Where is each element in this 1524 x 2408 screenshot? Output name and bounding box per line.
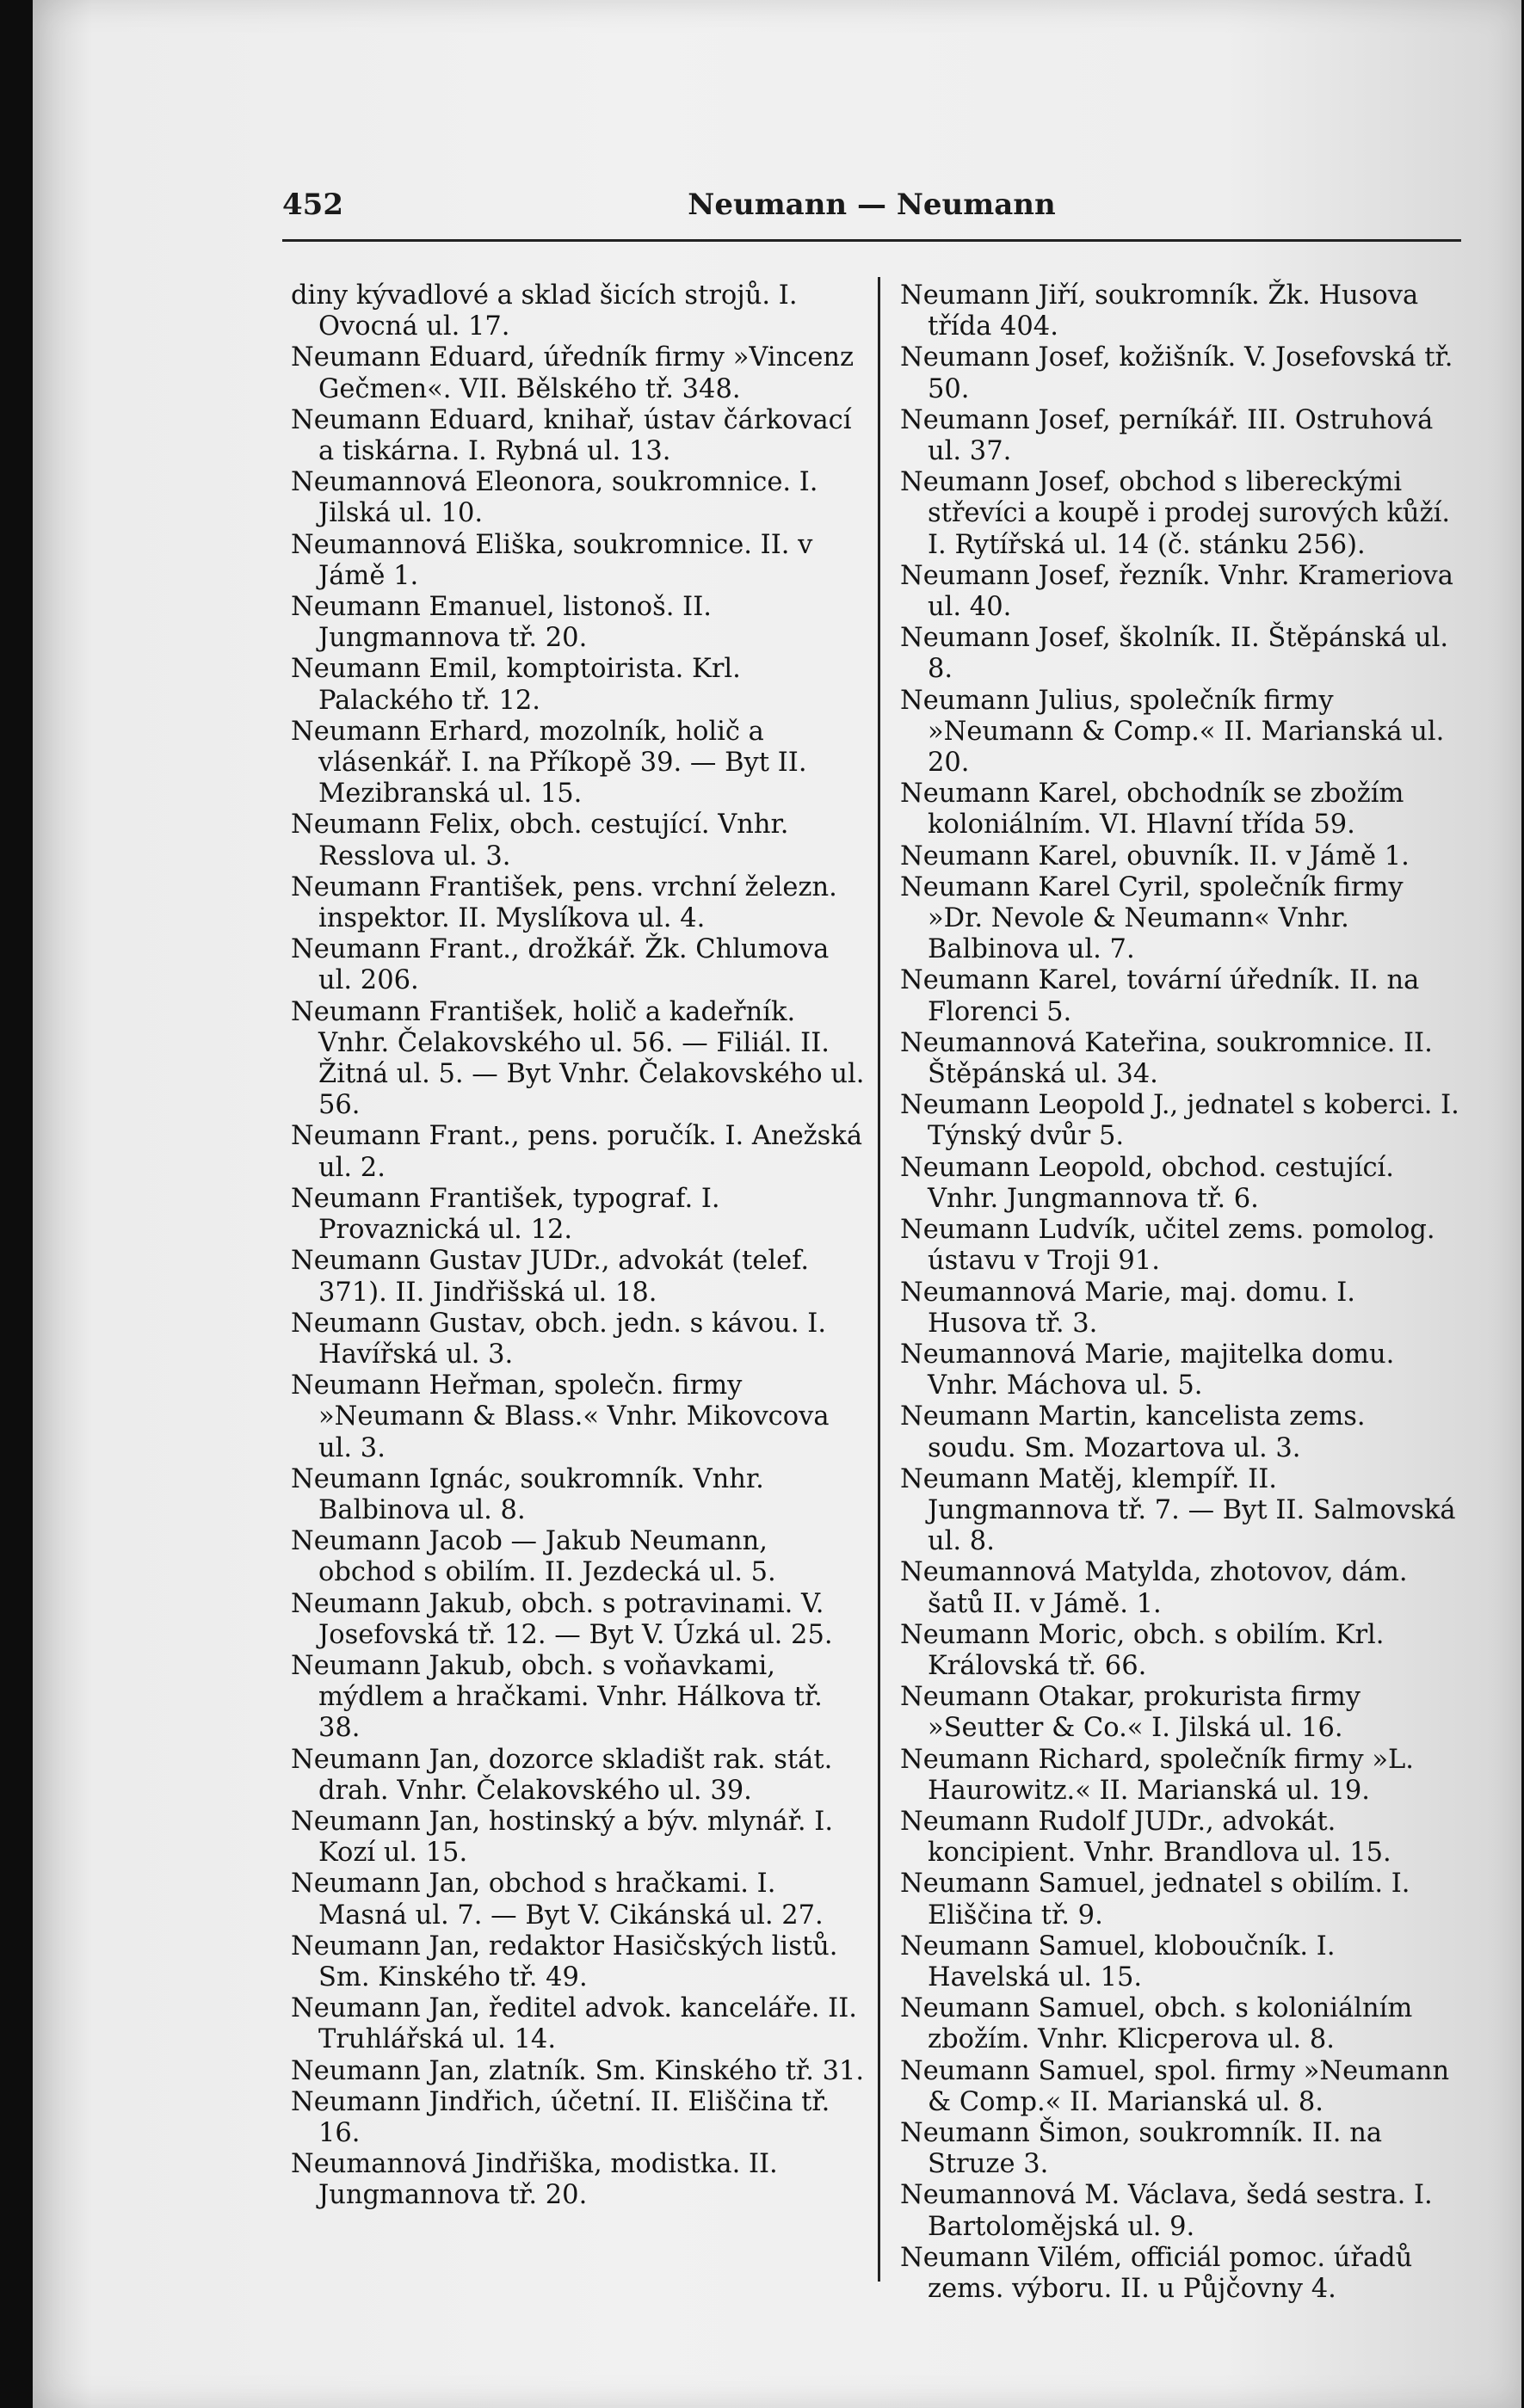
directory-entry: Neumannová Matylda, zhotovov, dám. šatů II. v Jámě. 1. xyxy=(900,1557,1408,1619)
directory-entry: Neumann Richard, společník firmy »L. Haurowitz.« II. Marianská ul. 19. xyxy=(900,1744,1414,1806)
directory-entry: Neumann Karel, tovární úředník. II. na Florenci 5. xyxy=(900,965,1420,1027)
directory-entry: Neumann Karel, obchodník se zbožím koloniálním. VI. Hlavní třída 59. xyxy=(900,779,1404,841)
directory-entry: Neumann Jan, ředitel advok. kanceláře. II. Truhlářská ul. 14. xyxy=(291,1993,857,2055)
directory-entry: Neumann Eduard, úředník firmy »Vincenz Gečmen«. VII. Bělského tř. 348. xyxy=(291,342,855,404)
directory-entry: Neumann Jan, redaktor Hasičských listů. Sm. Kinského tř. 49. xyxy=(291,1931,838,1992)
directory-entry: Neumann Jindřich, účetní. II. Eliščina tř. 16. xyxy=(291,2086,830,2148)
directory-entry: Neumannová Marie, maj. domu. I. Husova tř. 3. xyxy=(900,1277,1355,1339)
directory-entry: Neumann Eduard, knihař, ústav čárkovací a tiskárna. I. Rybná ul. 13. xyxy=(291,404,852,467)
directory-entry: Neumannová Eleonora, soukromnice. I. Jilská ul. 10. xyxy=(291,467,818,529)
directory-entry: Neumann Frant., drožkář. Žk. Chlumova ul. 206. xyxy=(291,934,830,996)
directory-entry: Neumann Jan, zlatník. Sm. Kinského tř. 31. xyxy=(291,2055,865,2086)
directory-entry: Neumann František, pens. vrchní železn. inspektor. II. Myslíkova ul. 4. xyxy=(291,871,837,934)
left-column xyxy=(291,280,867,2212)
directory-entry: Neumann Leopold, obchod. cestující. Vnhr. Jungmannova tř. 6. xyxy=(900,1152,1395,1214)
directory-entry: Neumannová Kateřina, soukromnice. II. Štěpánská ul. 34. xyxy=(900,1027,1433,1090)
directory-entry: Neumann Samuel, spol. firmy »Neumann & Comp.« II. Marianská ul. 8. xyxy=(900,2055,1450,2117)
directory-entry: Neumann Ignác, soukromník. Vnhr. Balbinova ul. 8. xyxy=(291,1463,764,1525)
page-title: Neumann — Neumann xyxy=(688,188,1056,222)
directory-entry: Neumann Otakar, prokurista firmy »Seutter & Co.« I. Jilská ul. 16. xyxy=(900,1682,1360,1744)
directory-entry: Neumann Frant., pens. poručík. I. Anežská ul. 2. xyxy=(291,1121,863,1183)
directory-entry: Neumann Jacob — Jakub Neumann, obchod s obilím. II. Jezdecká ul. 5. xyxy=(291,1526,776,1588)
directory-entry: Neumann Josef, kožišník. V. Josefovská tř. 50. xyxy=(900,342,1453,404)
directory-entry: Neumann Erhard, mozolník, holič a vlásenkář. I. na Příkopě 39. — Byt II. Mezibranská ul. 15. xyxy=(291,716,807,810)
directory-entry: Neumann Samuel, kloboučník. I. Havelská ul. 15. xyxy=(900,1931,1336,1992)
directory-entry: Neumannová M. Václava, šedá sestra. I. Bartolomějská ul. 9. xyxy=(900,2180,1433,2242)
right-column xyxy=(900,280,1459,2305)
directory-entry: Neumann Leopold J., jednatel s koberci. I. Týnský dvůr 5. xyxy=(900,1090,1459,1152)
page-number: 452 xyxy=(282,188,343,222)
directory-entry: Neumann Jakub, obch. s voňavkami, mýdlem a hračkami. Vnhr. Hálkova tř. 38. xyxy=(291,1650,823,1744)
directory-entry: Neumann Šimon, soukromník. II. na Struze 3. xyxy=(900,2117,1383,2180)
directory-entry: Neumann František, holič a kadeřník. Vnhr. Čelakovského ul. 56. — Filiál. II. Žitná ul. 5. — Byt Vnhr. Čelakovského ul. 56. xyxy=(291,996,865,1121)
directory-entry: Neumannová Marie, majitelka domu. Vnhr. Máchova ul. 5. xyxy=(900,1339,1395,1401)
directory-entry: Neumann Josef, školník. II. Štěpánská ul. 8. xyxy=(900,623,1449,685)
column-divider xyxy=(878,277,880,2282)
directory-entry: diny kývadlové a sklad šicích strojů. I. Ovocná ul. 17. xyxy=(291,280,798,342)
directory-entry: Neumann Karel Cyril, společník firmy »Dr. Nevole & Neumann« Vnhr. Balbinova ul. 7. xyxy=(900,871,1404,965)
directory-entry: Neumann Julius, společník firmy »Neumann & Comp.« II. Marianská ul. 20. xyxy=(900,685,1445,779)
directory-entry: Neumann Samuel, obch. s koloniálním zbožím. Vnhr. Klicperova ul. 8. xyxy=(900,1993,1413,2055)
directory-entry: Neumann Jan, obchod s hračkami. I. Masná ul. 7. — Byt V. Cikánská ul. 27. xyxy=(291,1869,824,1931)
directory-entry: Neumann Emanuel, listonoš. II. Jungmannova tř. 20. xyxy=(291,592,712,654)
directory-entry: Neumann František, typograf. I. Provaznická ul. 12. xyxy=(291,1183,720,1246)
directory-entry: Neumann Felix, obch. cestující. Vnhr. Resslova ul. 3. xyxy=(291,810,789,871)
directory-entry: Neumann Matěj, klempíř. II. Jungmannova tř. 7. — Byt II. Salmovská ul. 8. xyxy=(900,1463,1456,1557)
directory-entry: Neumann Ludvík, učitel zems. pomolog. ústavu v Troji 91. xyxy=(900,1215,1435,1277)
directory-entry: Neumann Jiří, soukromník. Žk. Husova třída 404. xyxy=(900,280,1419,342)
page xyxy=(33,0,1521,2408)
directory-entry: Neumann Samuel, jednatel s obilím. I. Eliščina tř. 9. xyxy=(900,1869,1410,1931)
directory-entry: Neumann Josef, obchod s libereckými střevíci a koupě i prodej surových kůží. I. Rytířská ul. 14 (č. stánku 256). xyxy=(900,467,1451,560)
directory-entry: Neumannová Jindřiška, modistka. II. Jungmannova tř. 20. xyxy=(291,2149,778,2211)
directory-entry: Neumann Gustav JUDr., advokát (telef. 371). II. Jindřišská ul. 18. xyxy=(291,1246,810,1308)
directory-entry: Neumann Josef, řezník. Vnhr. Krameriova ul. 40. xyxy=(900,560,1453,623)
directory-entry: Neumann Emil, komptoirista. Krl. Palackého tř. 12. xyxy=(291,654,741,716)
directory-entry: Neumann Rudolf JUDr., advokát. koncipient. Vnhr. Brandlova ul. 15. xyxy=(900,1806,1391,1869)
directory-entry: Neumann Martin, kancelista zems. soudu. Sm. Mozartova ul. 3. xyxy=(900,1401,1366,1463)
running-header xyxy=(282,188,1461,242)
directory-entry: Neumann Vilém, officiál pomoc. úřadů zems. výboru. II. u Půjčovny 4. xyxy=(900,2242,1413,2304)
directory-entry: Neumann Gustav, obch. jedn. s kávou. I. Havířská ul. 3. xyxy=(291,1308,827,1370)
directory-entry: Neumann Heřman, společn. firmy »Neumann & Blass.« Vnhr. Mikovcova ul. 3. xyxy=(291,1370,830,1463)
directory-entry: Neumann Jakub, obch. s potravinami. V. Josefovská tř. 12. — Byt V. Úzká ul. 25. xyxy=(291,1588,833,1650)
directory-entry: Neumann Moric, obch. s obilím. Krl. Královská tř. 66. xyxy=(900,1619,1385,1681)
directory-entry: Neumann Karel, obuvník. II. v Jámě 1. xyxy=(900,841,1410,871)
directory-entry: Neumann Jan, hostinský a býv. mlynář. I. Kozí ul. 15. xyxy=(291,1806,834,1869)
directory-entry: Neumann Jan, dozorce skladišt rak. stát. drah. Vnhr. Čelakovského ul. 39. xyxy=(291,1744,833,1806)
directory-entry: Neumann Josef, perníkář. III. Ostruhová ul. 37. xyxy=(900,404,1434,467)
directory-entry: Neumannová Eliška, soukromnice. II. v Jámě 1. xyxy=(291,529,813,591)
